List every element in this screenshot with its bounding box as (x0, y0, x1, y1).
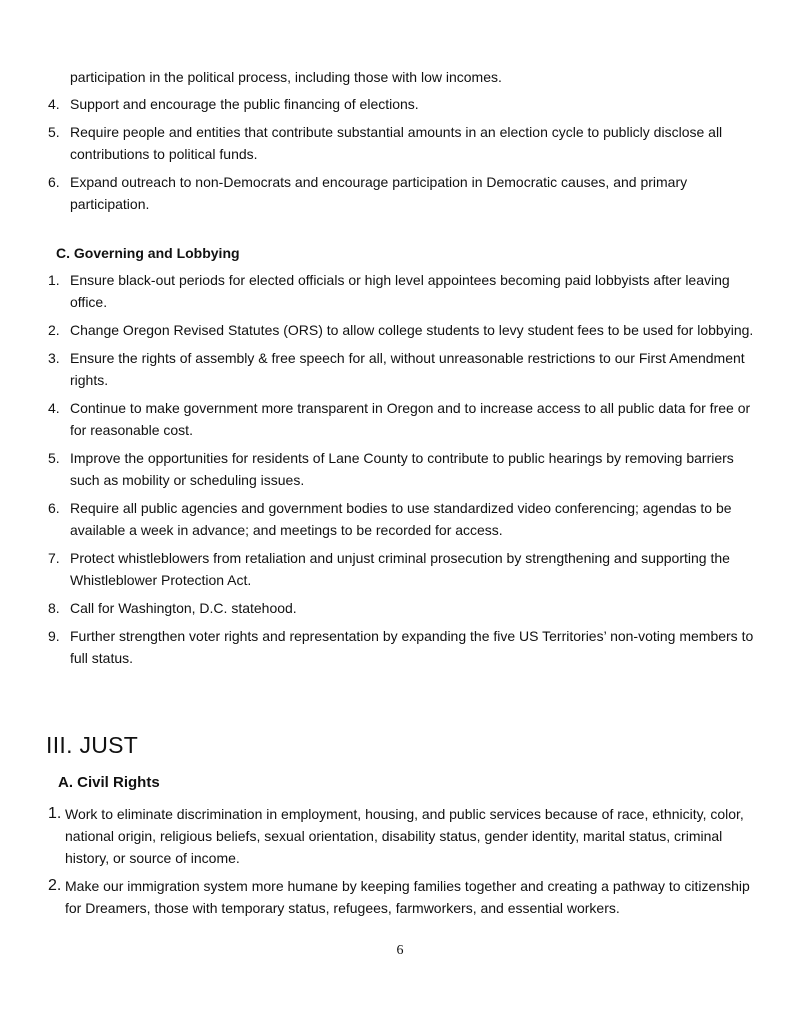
section-iii-title: III. JUST (46, 732, 139, 758)
governing-lobbying-list (48, 269, 760, 675)
list-item (48, 171, 760, 215)
list-item-text: Continue to make government more transparent in Oregon and to increase access to all public data for free or for reasonable cost. (70, 400, 751, 438)
list-item-number: 9. (48, 628, 60, 644)
list-item-text: Require people and entities that contribute substantial amounts in an election cycle to publicly disclose all contributions to political funds. (70, 124, 723, 162)
list-item-text: Require all public agencies and government bodies to use standardized video conferencing; agendas to be available a week in advance; and meetings to be recorded for access. (70, 500, 732, 538)
list-item (48, 347, 760, 391)
list-item-number: 1. (48, 272, 60, 288)
list-item (48, 875, 760, 919)
top-list (48, 93, 760, 221)
list-item-text: Call for Washington, D.C. statehood. (70, 600, 297, 616)
list-item-number: 8. (48, 600, 60, 616)
list-item-number: 5. (48, 124, 60, 140)
list-item-text: Support and encourage the public financing of elections. (70, 96, 419, 112)
list-item-number: 4. (48, 400, 60, 416)
list-item (48, 597, 760, 619)
list-item-number: 7. (48, 550, 60, 566)
list-item-number: 2. (48, 322, 60, 338)
list-item-number: 6. (48, 500, 60, 516)
list-item-number: 4. (48, 96, 60, 112)
list-item-number: 3. (48, 350, 60, 366)
list-item-text: Improve the opportunities for residents of Lane County to contribute to public hearings by removing barriers such as mobility or scheduling issues. (70, 450, 734, 488)
continuation-text: participation in the political process, including those with low incomes. (70, 69, 502, 85)
list-item-number: 5. (48, 450, 60, 466)
list-item (48, 397, 760, 441)
list-item-number: 1. (48, 805, 62, 822)
list-item-text: Make our immigration system more humane by keeping families together and creating a pathway to citizenship for Dreamers, those with temporary status, refugees, farmworkers, and essential workers. (65, 878, 750, 916)
list-item-text: Change Oregon Revised Statutes (ORS) to allow college students to levy student fees to be used for lobbying. (70, 322, 754, 338)
list-item (48, 803, 760, 869)
section-c-heading: C. Governing and Lobbying (56, 245, 240, 261)
list-item-text: Work to eliminate discrimination in employment, housing, and public services because of race, ethnicity, color, national origin, religious beliefs, sexual orientation, disability status, gender identity, marital status, criminal history, or source of income. (65, 806, 744, 866)
civil-rights-list (48, 803, 760, 925)
list-item-text: Protect whistleblowers from retaliation and unjust criminal prosecution by strengthening and supporting the Whistleblower Protection Act. (70, 550, 730, 588)
page-number: 6 (396, 943, 404, 958)
list-item (48, 625, 760, 669)
list-item-text: Expand outreach to non-Democrats and encourage participation in Democratic causes, and primary participation. (70, 174, 688, 212)
list-item (48, 93, 760, 115)
list-item (48, 447, 760, 491)
list-item (48, 319, 760, 341)
list-item-text: Ensure black-out periods for elected officials or high level appointees becoming paid lobbyists after leaving office. (70, 272, 730, 310)
list-item-text: Ensure the rights of assembly & free speech for all, without unreasonable restrictions to our First Amendment rights. (70, 350, 745, 388)
list-item (48, 121, 760, 165)
list-item-text: Further strengthen voter rights and representation by expanding the five US Territories’ non-voting members to full status. (70, 628, 754, 666)
list-item (48, 497, 760, 541)
list-item (48, 547, 760, 591)
civil-rights-heading: A. Civil Rights (58, 774, 160, 791)
list-item-number: 2. (48, 877, 62, 894)
list-item (48, 269, 760, 313)
list-item-number: 6. (48, 174, 60, 190)
